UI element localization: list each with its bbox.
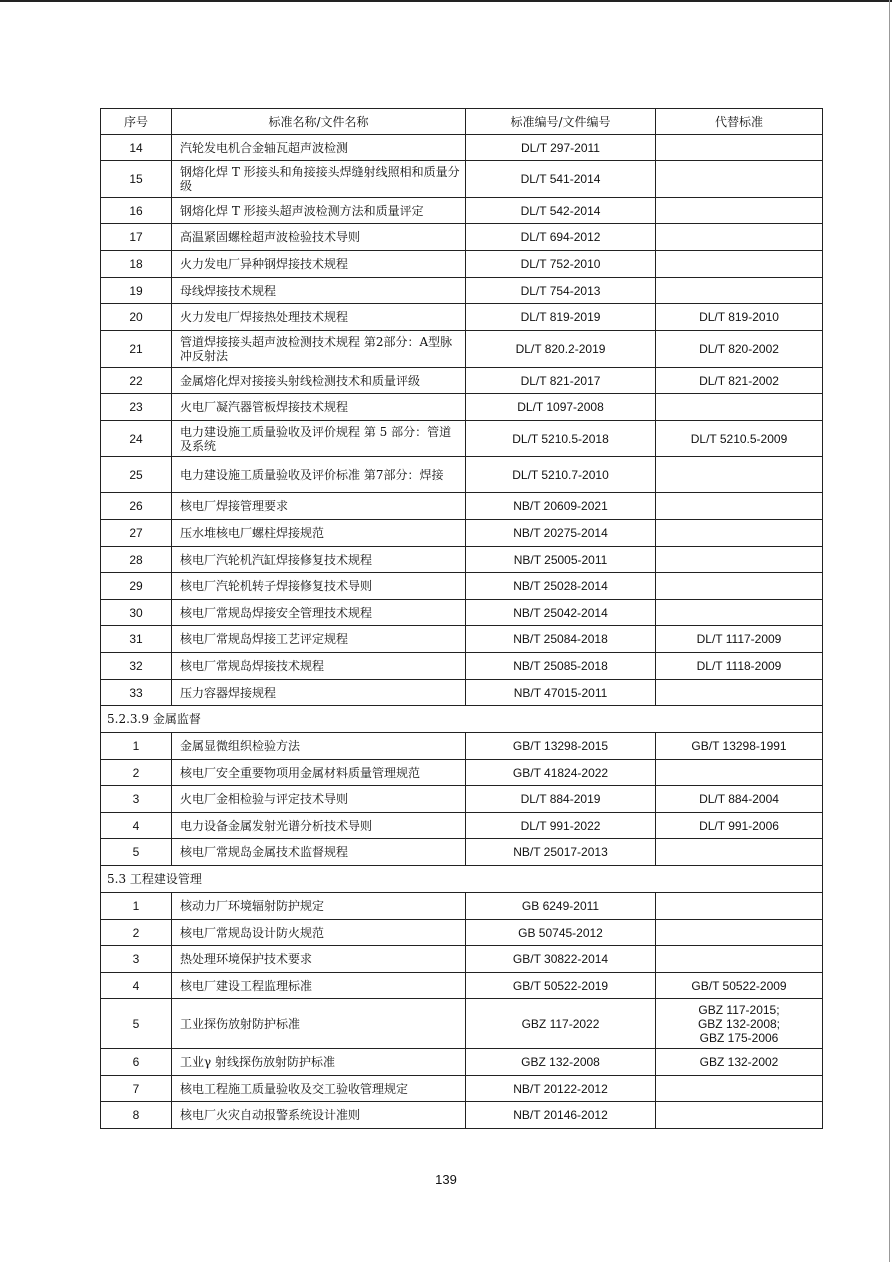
table-row [101,733,823,760]
standard-code: DL/T 297-2011 [466,135,656,161]
table-row [101,999,823,1049]
section-title: 金属监督 [152,712,201,726]
replaced-standard [656,680,823,706]
standard-name: 电力建设施工质量验收及评价规程 第 5 部分：管道及系统 [172,421,466,457]
table-row [101,813,823,839]
standard-name: 核电工程施工质量验收及交工验收管理规定 [172,1076,466,1102]
replaced-standard [656,135,823,161]
replaced-standard: DL/T 991-2006 [656,813,823,839]
standard-code: NB/T 25084-2018 [466,626,656,653]
row-number: 3 [101,946,172,973]
table-row [101,946,823,973]
standard-name: 核电厂汽轮机汽缸焊接修复技术规程 [172,547,466,573]
table-row [101,304,823,331]
replaced-standard: GBZ 117-2015; GBZ 132-2008; GBZ 175-2006 [656,999,823,1049]
row-number: 25 [101,457,172,493]
standard-code: NB/T 20609-2021 [466,493,656,520]
row-number: 1 [101,893,172,920]
row-number: 30 [101,600,172,626]
header-no: 序号 [101,109,172,135]
table-row [101,520,823,547]
standard-name: 核电厂火灾自动报警系统设计准则 [172,1102,466,1129]
table-row [101,251,823,278]
standard-code: DL/T 991-2022 [466,813,656,839]
replaced-standard [656,278,823,304]
standard-code: DL/T 542-2014 [466,198,656,224]
page-number: 139 [435,1172,457,1187]
row-number: 14 [101,135,172,161]
row-number: 7 [101,1076,172,1102]
table-row [101,786,823,813]
standard-code: NB/T 25005-2011 [466,547,656,573]
replaced-standard [656,1102,823,1129]
standard-name: 汽轮发电机合金轴瓦超声波检测 [172,135,466,161]
standard-name: 火电厂金相检验与评定技术导则 [172,786,466,813]
standard-name: 核电厂建设工程监理标准 [172,973,466,999]
row-number: 15 [101,161,172,198]
table-row [101,135,823,161]
row-number: 5 [101,839,172,866]
table-row [101,457,823,493]
replaced-standard [656,198,823,224]
replaced-standard [656,520,823,547]
replaced-standard [656,1076,823,1102]
table-header-row [101,109,823,135]
standard-code: DL/T 754-2013 [466,278,656,304]
standard-name: 钢熔化焊 T 形接头和角接接头焊缝射线照相和质量分级 [172,161,466,198]
table-row [101,626,823,653]
row-number: 24 [101,421,172,457]
replaced-standard [656,224,823,251]
replaced-standard: GB/T 13298-1991 [656,733,823,760]
row-number: 28 [101,547,172,573]
table-row [101,1102,823,1129]
table-row [101,653,823,680]
section-row [101,866,823,893]
standard-code: NB/T 25085-2018 [466,653,656,680]
table-row [101,973,823,999]
replaced-standard: DL/T 5210.5-2009 [656,421,823,457]
standard-name: 电力设备金属发射光谱分析技术导则 [172,813,466,839]
table-row [101,839,823,866]
table-row [101,1049,823,1076]
standard-name: 工业探伤放射防护标准 [172,999,466,1049]
standard-name: 核电厂常规岛焊接技术规程 [172,653,466,680]
standard-code: DL/T 884-2019 [466,786,656,813]
standard-code: GB/T 50522-2019 [466,973,656,999]
standard-name: 核电厂焊接管理要求 [172,493,466,520]
row-number: 23 [101,394,172,421]
table-row [101,920,823,946]
replaced-standard [656,251,823,278]
table-row [101,421,823,457]
row-number: 4 [101,973,172,999]
standard-name: 工业γ 射线探伤放射防护标准 [172,1049,466,1076]
page-top-border [0,0,892,2]
standard-name: 管道焊接接头超声波检测技术规程 第2部分：A型脉冲反射法 [172,331,466,368]
row-number: 5 [101,999,172,1049]
standard-code: NB/T 20122-2012 [466,1076,656,1102]
standard-code: NB/T 25028-2014 [466,573,656,600]
standard-name: 电力建设施工质量验收及评价标准 第7部分：焊接 [172,457,466,493]
standard-code: DL/T 694-2012 [466,224,656,251]
row-number: 18 [101,251,172,278]
row-number: 4 [101,813,172,839]
replaced-standard [656,493,823,520]
standard-code: DL/T 752-2010 [466,251,656,278]
row-number: 33 [101,680,172,706]
standard-name: 核电厂常规岛焊接工艺评定规程 [172,626,466,653]
standard-code: NB/T 20275-2014 [466,520,656,547]
row-number: 2 [101,920,172,946]
standard-name: 火力发电厂焊接热处理技术规程 [172,304,466,331]
standard-code: GB 50745-2012 [466,920,656,946]
standard-name: 热处理环境保护技术要求 [172,946,466,973]
table-row [101,368,823,394]
row-number: 2 [101,760,172,786]
standard-code: DL/T 820.2-2019 [466,331,656,368]
replaced-standard [656,600,823,626]
section-row [101,706,823,733]
replaced-standard [656,457,823,493]
table-row [101,760,823,786]
replaced-standard [656,946,823,973]
replaced-standard: GBZ 132-2002 [656,1049,823,1076]
replaced-standard [656,893,823,920]
standard-code: NB/T 25017-2013 [466,839,656,866]
standard-name: 高温紧固螺栓超声波检验技术导则 [172,224,466,251]
row-number: 22 [101,368,172,394]
table-row [101,680,823,706]
standard-name: 金属显微组织检验方法 [172,733,466,760]
table-row [101,547,823,573]
section-title: 工程建设管理 [129,872,202,886]
standard-code: DL/T 5210.7-2010 [466,457,656,493]
replaced-standard: DL/T 1118-2009 [656,653,823,680]
row-number: 21 [101,331,172,368]
replaced-standard [656,161,823,198]
standard-name: 母线焊接技术规程 [172,278,466,304]
header-name: 标准名称/文件名称 [172,109,466,135]
standard-name: 火力发电厂异种钢焊接技术规程 [172,251,466,278]
row-number: 1 [101,733,172,760]
standard-name: 火电厂凝汽器管板焊接技术规程 [172,394,466,421]
standard-code: DL/T 821-2017 [466,368,656,394]
standards-table [100,108,823,1129]
table-row [101,161,823,198]
row-number: 19 [101,278,172,304]
table-row [101,198,823,224]
standard-code: GB/T 13298-2015 [466,733,656,760]
section-number: 5.3 [107,872,127,886]
standard-code: NB/T 25042-2014 [466,600,656,626]
row-number: 32 [101,653,172,680]
table-row [101,278,823,304]
standard-name: 核电厂常规岛焊接安全管理技术规程 [172,600,466,626]
standard-name: 核电厂常规岛设计防火规范 [172,920,466,946]
standard-code: GBZ 132-2008 [466,1049,656,1076]
standard-code: DL/T 541-2014 [466,161,656,198]
standard-code: GB 6249-2011 [466,893,656,920]
replaced-standard [656,760,823,786]
replaced-standard [656,920,823,946]
replaced-standard [656,547,823,573]
page-right-edge [889,0,890,1262]
table-row [101,493,823,520]
row-number: 16 [101,198,172,224]
table-row [101,600,823,626]
row-number: 20 [101,304,172,331]
standard-name: 核电厂汽轮机转子焊接修复技术导则 [172,573,466,600]
replaced-standard [656,839,823,866]
table-row [101,331,823,368]
row-number: 8 [101,1102,172,1129]
standard-name: 核电厂常规岛金属技术监督规程 [172,839,466,866]
standard-name: 压力容器焊接规程 [172,680,466,706]
standard-code: NB/T 20146-2012 [466,1102,656,1129]
standard-code: DL/T 5210.5-2018 [466,421,656,457]
table-row [101,224,823,251]
header-replaces: 代替标准 [656,109,823,135]
row-number: 6 [101,1049,172,1076]
table-row [101,394,823,421]
table-row [101,1076,823,1102]
standard-code: NB/T 47015-2011 [466,680,656,706]
table-row [101,573,823,600]
standard-name: 金属熔化焊对接接头射线检测技术和质量评级 [172,368,466,394]
replaced-standard: DL/T 884-2004 [656,786,823,813]
standard-name: 钢熔化焊 T 形接头超声波检测方法和质量评定 [172,198,466,224]
row-number: 26 [101,493,172,520]
standard-code: GB/T 41824-2022 [466,760,656,786]
standard-code: GBZ 117-2022 [466,999,656,1049]
replaced-standard [656,394,823,421]
standard-name: 核动力厂环境辐射防护规定 [172,893,466,920]
section-heading [101,866,823,893]
standard-code: DL/T 1097-2008 [466,394,656,421]
standard-name: 核电厂安全重要物项用金属材料质量管理规范 [172,760,466,786]
row-number: 17 [101,224,172,251]
row-number: 29 [101,573,172,600]
replaced-standard: GB/T 50522-2009 [656,973,823,999]
header-code: 标准编号/文件编号 [466,109,656,135]
standard-name: 压水堆核电厂螺柱焊接规范 [172,520,466,547]
section-heading [101,706,823,733]
replaced-standard: DL/T 820-2002 [656,331,823,368]
section-number: 5.2.3.9 [107,712,149,726]
replaced-standard: DL/T 821-2002 [656,368,823,394]
standard-code: DL/T 819-2019 [466,304,656,331]
standard-code: GB/T 30822-2014 [466,946,656,973]
table-row [101,893,823,920]
row-number: 31 [101,626,172,653]
replaced-standard: DL/T 1117-2009 [656,626,823,653]
row-number: 3 [101,786,172,813]
replaced-standard [656,573,823,600]
replaced-standard: DL/T 819-2010 [656,304,823,331]
row-number: 27 [101,520,172,547]
